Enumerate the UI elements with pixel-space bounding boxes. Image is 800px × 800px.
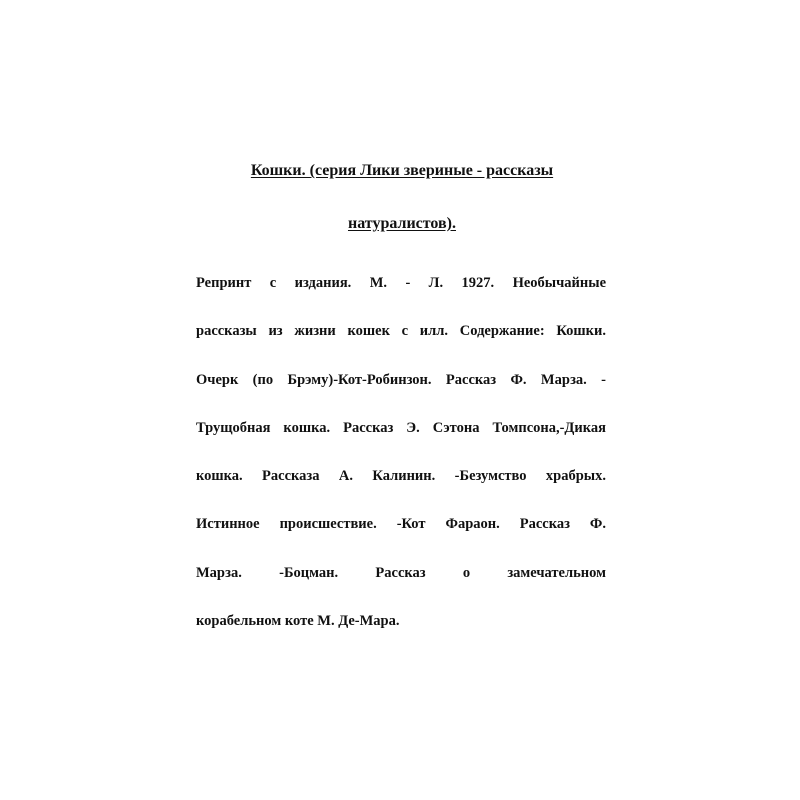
description-line-1: Репринт с издания. М. - Л. 1927. Необычайные — [196, 275, 606, 291]
description-line-6: Истинное происшествие. -Кот Фараон. Рассказ Ф. — [196, 516, 606, 533]
description-line-3: Очерк (по Брэму)-Кот-Робинзон. Рассказ Ф. Марза. - — [196, 371, 606, 388]
description-line-4: Трущобная кошка. Рассказ Э. Сэтона Томпсона,-Дикая — [196, 419, 606, 436]
document-title-line-1: Кошки. (серия Лики звериные - рассказы — [250, 162, 554, 179]
description-line-2: рассказы из жизни кошек с илл. Содержание: Кошки. — [196, 323, 606, 340]
document-description — [196, 272, 606, 658]
description-line-5: кошка. Рассказа А. Калинин. -Безумство храбрых. — [196, 468, 606, 485]
description-line-8: корабельном коте М. Де-Мара. — [196, 613, 400, 630]
description-line-7: Марза. -Боцман. Рассказ о замечательном — [196, 564, 606, 581]
document-title-line-2: натуралистов). — [347, 215, 456, 232]
